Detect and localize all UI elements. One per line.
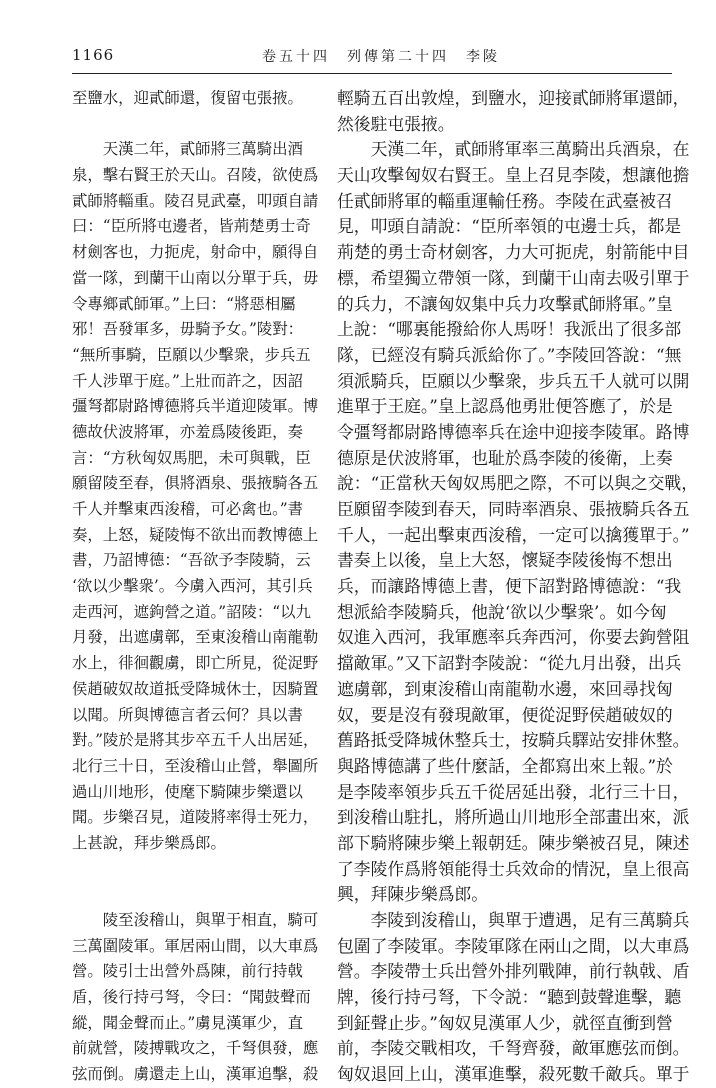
text-line: 北行三十日，至浚稽山止營，舉圖所 (72, 756, 319, 775)
text-line: 是李陵率領步兵五千從居延出發，北行三十日， (337, 781, 690, 802)
text-line: 匈奴退回上山，漢軍進擊，殺死數千敵兵。單于 (337, 1064, 690, 1085)
text-line: 的兵力，不讓匈奴集中兵力攻擊貳師將軍。”皇 (337, 293, 673, 314)
text-line: 部下騎將陳步樂上報朝廷。陳步樂被召見，陳述 (337, 832, 690, 853)
text-line: 荊楚的勇士奇材劍客，力大可扼虎，射箭能中目 (337, 242, 690, 263)
text-line: 奏，上怒，疑陵悔不欲出而教博德上 (72, 525, 319, 544)
text-line: 至鹽水，迎貳師還，復留屯張掖。 (72, 89, 303, 107)
text-line: 奴，要是沒有發現敵軍，便從浞野侯趙破奴的 (337, 704, 673, 725)
text-line: 輕騎五百出敦煌，到鹽水，迎接貳師將軍還師， (337, 88, 690, 108)
text-line: 德原是伏波將軍，也耻於爲李陵的後衛，上奏 (337, 447, 673, 468)
text-line: 上說：“哪裏能撥給你人馬呀！我派出了很多部 (337, 319, 682, 340)
text-line: 邪！吾發軍多，毋騎予女。”陵對： (72, 320, 304, 339)
text-line: 說：“正當秋天匈奴馬肥之際，不可以與之交戰， (337, 473, 698, 494)
text-line: 水上，徘徊觀虜，即亡所見，從浞野 (72, 654, 319, 673)
text-line: 奴進入西河，我軍應率兵奔西河，你要去鉤營阻 (337, 627, 690, 648)
text-line: 李陵到浚稽山，與單于遭遇，足有三萬騎兵 (337, 910, 690, 930)
text-line: 與路博德講了些什麼話，全都寫出來上報。”於 (337, 755, 673, 776)
translation-paragraph-2 (337, 137, 698, 908)
text-line: ‘欲以少擊衆’。今虜入西河，其引兵 (72, 577, 313, 596)
text-line: 牌，後行持弓弩，下令説：“聽到鼓聲進擊，聽 (337, 987, 682, 1008)
text-line: 包圍了李陵軍。李陵軍隊在兩山之間，以大車爲 (337, 935, 690, 956)
text-line: 貳師將輜重。陵召見武臺，叩頭自請 (72, 191, 319, 210)
text-line: 千人，一起出擊東西浚稽，一定可以擒獲單于。” (337, 524, 690, 545)
text-line: 任貳師將軍的輜重運輸任務。李陵在武臺被召 (337, 190, 673, 211)
text-line: 擋敵軍。”又下詔對李陵說：“從九月出發，出兵 (337, 653, 682, 674)
text-line: 令彊弩都尉路博德率兵在途中迎接李陵軍。路博 (337, 421, 690, 442)
translation-paragraph-3 (337, 908, 690, 1088)
page-number: 1166 (72, 46, 115, 64)
text-line: “無所事騎，臣願以少擊衆，步兵五 (72, 345, 311, 364)
text-line: 曰：“臣所將屯邊者，皆荊楚勇士奇 (72, 217, 311, 236)
text-line: 月發，出遮虜鄣，至東浚稽山南龍勒 (72, 628, 319, 647)
text-line: 到浚稽山駐扎，將所過山川地形全部畫出來，派 (337, 807, 690, 828)
text-line: 三萬圍陵軍。軍居兩山間，以大車爲 (72, 936, 319, 955)
text-line: 天山攻擊匈奴右賢王。皇上召見李陵，想讓他擔 (337, 165, 690, 186)
text-line: 彊弩都尉路博德將兵半道迎陵軍。博 (72, 397, 319, 416)
text-line: 遮虜鄣，到東浚稽山南龍勒水邊，來回尋找匈 (337, 678, 673, 699)
text-line: 書奏上以後，皇上大怒，懷疑李陵後悔不想出 (337, 550, 673, 571)
text-line: 天漢二年，貳師將軍率三萬騎出兵酒泉，在 (337, 139, 690, 160)
text-line: 當一隊，到蘭干山南以分單于兵，毋 (72, 268, 319, 287)
text-line: 然後駐屯張掖。 (337, 113, 455, 134)
text-line: 聞。步樂召見，道陵將率得士死力， (72, 808, 319, 827)
classical-paragraph-2 (72, 137, 317, 856)
text-line: 標，希望獨立帶領一隊，到蘭干山南去吸引單于 (337, 267, 690, 288)
text-line: 千人涉單于庭。”上壯而許之，因詔 (72, 371, 304, 390)
text-line: 想派給李陵騎兵，他說‘欲以少擊衆’。如今匈 (337, 601, 667, 622)
text-line: 願留陵至春，俱將酒泉、張掖騎各五 (72, 474, 319, 493)
page-header (72, 40, 672, 70)
text-line: 侯趙破奴故道抵受降城休士，因騎置 (72, 679, 319, 698)
text-line: 對。”陵於是將其步卒五千人出居延， (72, 731, 319, 750)
text-line: 見，叩頭自請說：“臣所率領的屯邊士兵，都是 (337, 216, 682, 237)
text-line: 弦而倒。虜還走上山，漢軍追擊，殺 (72, 1065, 319, 1084)
text-line: 盾，後行持弓弩，令曰：“聞鼓聲而 (72, 988, 311, 1007)
classical-paragraph-3 (72, 908, 317, 1088)
text-line: 令專鄉貳師軍。”上曰：“將惡相屬 (72, 294, 296, 313)
text-line: 須派騎兵，臣願以少擊衆，步兵五千人就可以開 (337, 370, 690, 391)
text-line: 以聞。所與博德言者云何？具以書 (72, 705, 303, 724)
text-line: 臣願留李陵到春天，同時率酒泉、張掖騎兵各五 (337, 499, 690, 519)
text-line: 陵至浚稽山，與單于相直，騎可 (72, 911, 319, 930)
text-line: 了李陵作爲將領能得士兵效命的情況，皇上很高 (337, 858, 690, 879)
text-line: 進單于王庭。”皇上認爲他勇壯便答應了，於是 (337, 396, 673, 417)
text-line: 走西河，遮鉤營之道。”詔陵：“以九 (72, 602, 311, 621)
text-line: 縱，聞金聲而止。”虜見漢軍少，直 (72, 1013, 304, 1032)
text-line: 德故伏波將軍，亦羞爲陵後距，奏 (72, 422, 303, 441)
text-line: 書，乃詔博德：“吾欲予李陵騎，云 (72, 551, 311, 570)
text-line: 材劍客也，力扼虎，射命中，願得自 (72, 243, 319, 262)
text-line: 兵，而讓路博德上書，便下詔對路博德說：“我 (337, 576, 682, 597)
text-line: 興，拜陳步樂爲郎。 (337, 884, 489, 905)
translation-text-column (337, 86, 698, 1088)
text-line: 舊路抵受降城休整兵士，按騎兵驛站安排休整。 (337, 730, 690, 751)
text-line: 過山川地形，使麾下騎陳步樂還以 (72, 782, 303, 801)
text-line: 隊，已經沒有騎兵派給你了。”李陵回答說：“無 (337, 344, 682, 365)
text-line: 營。陵引士出營外爲陳，前行持戟 (72, 962, 303, 981)
classical-text-column (72, 86, 317, 1088)
text-line: 泉，擊右賢王於天山。召陵，欲使爲 (72, 166, 319, 185)
text-line: 言：“方秋匈奴馬肥，未可與戰，臣 (72, 448, 311, 467)
header-rule (72, 73, 672, 74)
text-line: 上甚說，拜步樂爲郎。 (72, 833, 226, 852)
text-line: 前，李陵交戰相攻，千弩齊發，敵軍應弦而倒。 (337, 1038, 690, 1059)
translation-paragraph-1 (337, 86, 690, 137)
text-line: 千人并擊東西浚稽，可必禽也。”書 (72, 500, 304, 518)
text-line: 到鉦聲止步。”匈奴見漢軍人少，就徑直衝到營 (337, 1012, 673, 1033)
text-line: 營。李陵帶士兵出營外排列戰陣，前行執戟、盾 (337, 961, 690, 982)
running-title: 卷五十四 列傳第二十四 李陵 (262, 49, 500, 65)
classical-paragraph-1 (72, 86, 317, 112)
text-line: 前就營，陵搏戰攻之，千弩俱發，應 (72, 1039, 319, 1058)
text-line: 天漢二年，貳師將三萬騎出酒 (72, 140, 303, 159)
